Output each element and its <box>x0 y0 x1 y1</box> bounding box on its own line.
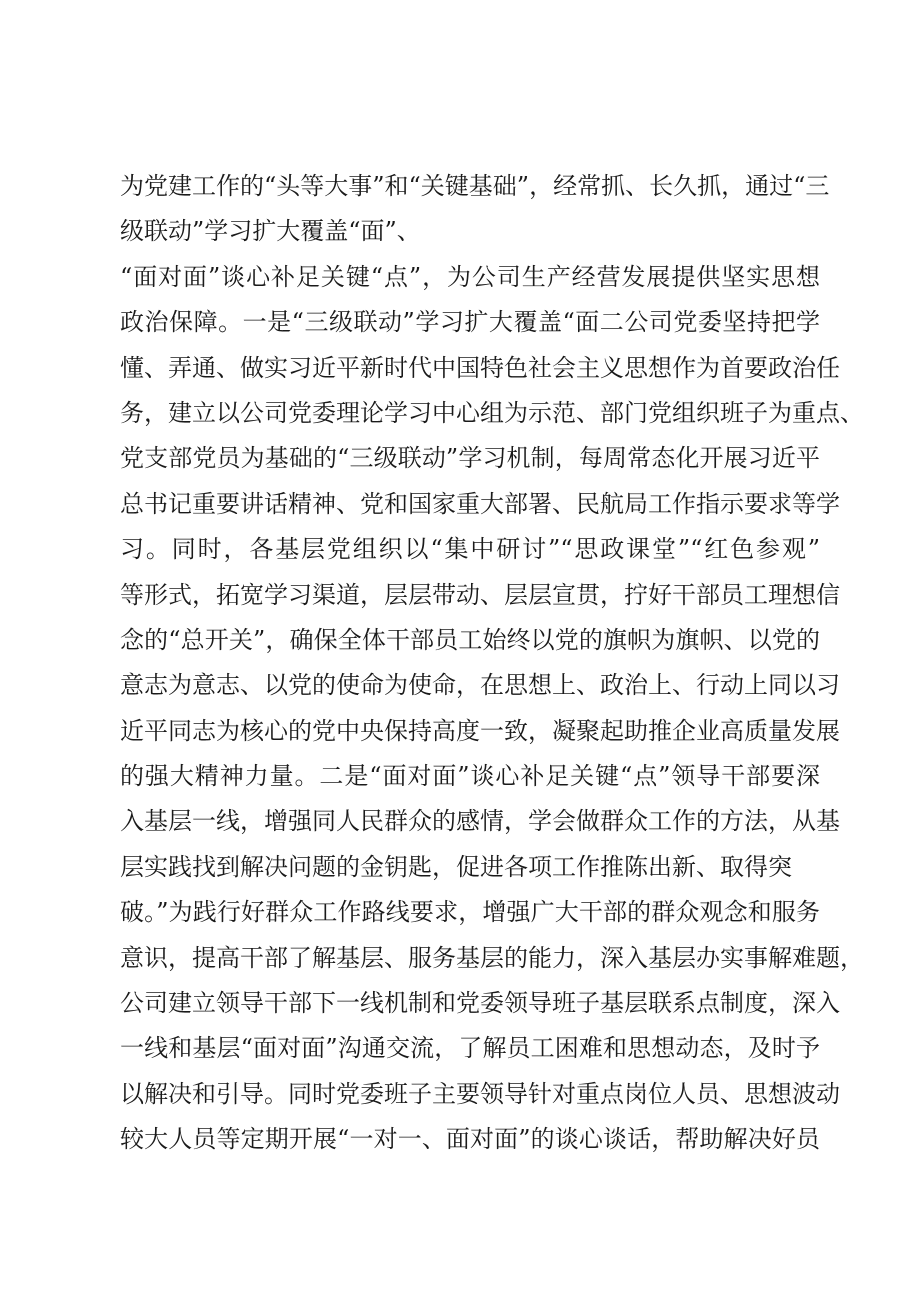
text-line: 较大人员等定期开展“一对一、面对面”的谈心谈话，帮助解决好员 <box>120 1125 820 1154</box>
text-line: 一线和基层“面对面”沟通交流，了解员工困难和思想动态，及时予 <box>120 1034 820 1063</box>
text-line: 等形式，拓宽学习渠道，层层带动、层层宣贯，拧好干部员工理想信 <box>120 580 840 609</box>
text-line: 近平同志为核心的党中央保持高度一致，凝聚起助推企业高质量发展 <box>120 716 840 745</box>
body-text <box>120 164 864 1163</box>
text-line: 总书记重要讲话精神、党和国家重大部署、民航局工作指示要求等学 <box>120 489 840 518</box>
text-line: 习。同时，各基层党组织以“集中研讨”“思政课堂”“红色参观” <box>120 535 820 564</box>
text-line: 以解决和引导。同时党委班子主要领导针对重点岗位人员、思想波动 <box>120 1079 840 1108</box>
text-line: 的强大精神力量。二是“面对面”谈心补足关键“点”领导干部要深 <box>120 762 820 791</box>
text-line: 念的“总开关”，确保全体干部员工始终以党的旗帜为旗帜、以党的 <box>120 625 820 654</box>
text-line: 意识，提高干部了解基层、服务基层的能力，深入基层办实事解难题， <box>120 943 864 972</box>
text-line: 破。”为践行好群众工作路线要求，增强广大干部的群众观念和服务 <box>120 898 820 927</box>
text-line: 懂、弄通、做实习近平新时代中国特色社会主义思想作为首要政治任 <box>120 353 840 382</box>
text-line: 级联动”学习扩大覆盖“面”、 <box>120 217 421 246</box>
text-line: 务，建立以公司党委理论学习中心组为示范、部门党组织班子为重点、 <box>120 398 864 427</box>
text-line: “面对面”谈心补足关键“点”，为公司生产经营发展提供坚实思想 <box>120 262 820 291</box>
text-line: 为党建工作的“头等大事”和“关键基础”，经常抓、长久抓，通过“三 <box>120 172 830 200</box>
text-line: 公司建立领导干部下一线机制和党委领导班子基层联系点制度，深入 <box>120 989 840 1018</box>
text-line: 入基层一线，增强同人民群众的感情，学会做群众工作的方法，从基 <box>120 807 840 836</box>
text-line: 党支部党员为基础的“三级联动”学习机制，每周常态化开展习近平 <box>120 444 820 473</box>
text-line: 意志为意志、以党的使命为使命，在思想上、政治上、行动上同以习 <box>120 671 840 700</box>
text-line: 层实践找到解决问题的金钥匙，促进各项工作推陈出新、取得突 <box>120 852 792 881</box>
text-line: 政治保障。一是“三级联动”学习扩大覆盖“面二公司党委坚持把学 <box>120 308 820 337</box>
